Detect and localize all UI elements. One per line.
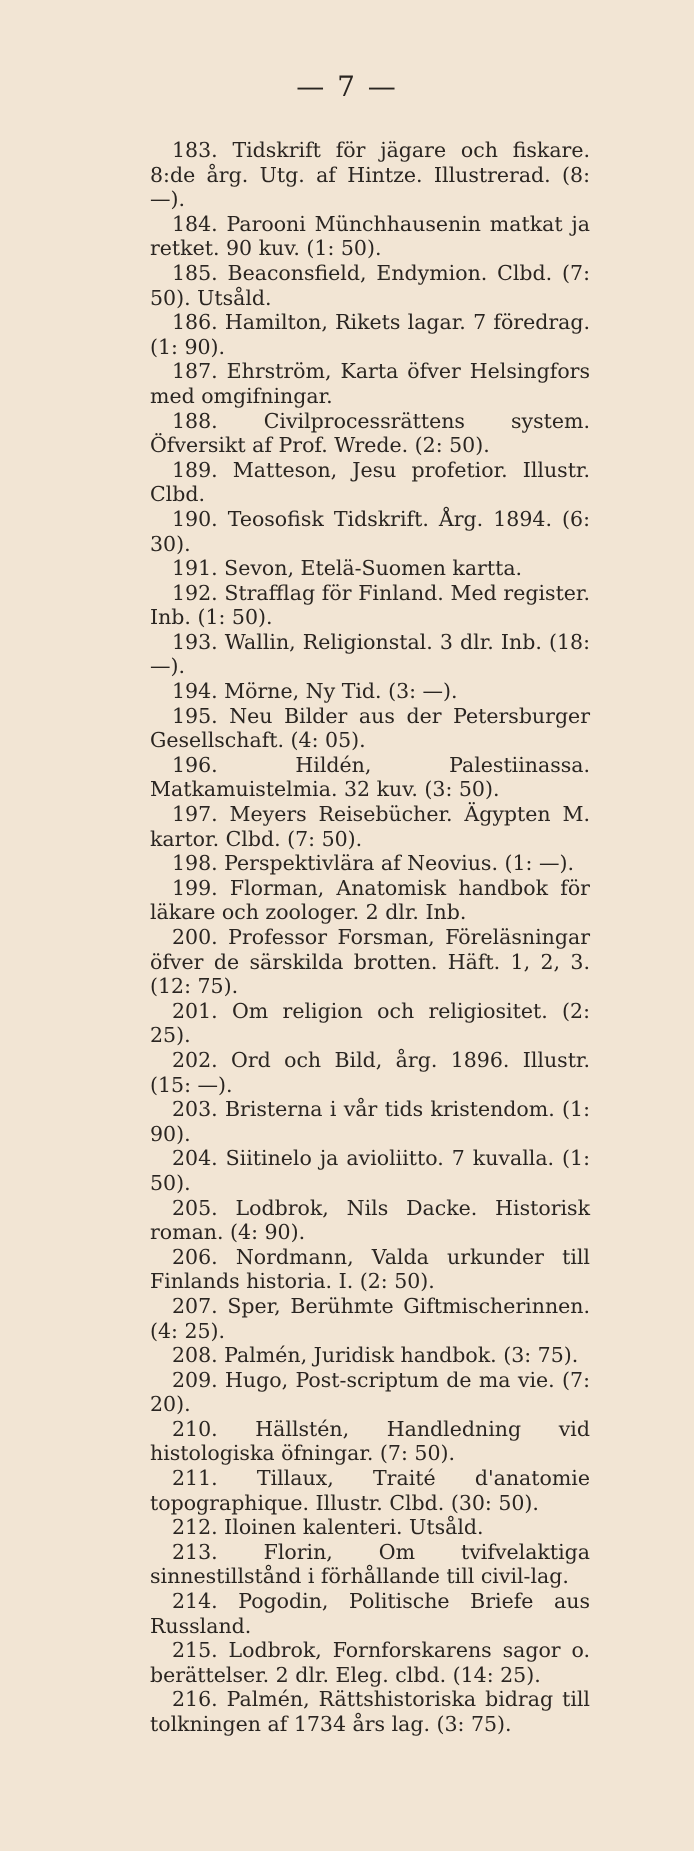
catalog-entry: 191. Sevon, Etelä-Suomen kartta. xyxy=(172,556,523,581)
catalog-entry: 206. Nordmann, Valda urkunder till Finlands historia. I. (2: 50). xyxy=(150,1244,590,1294)
catalog-entry: 185. Beaconsfield, Endymion. Clbd. (7: 50). Utsåld. xyxy=(150,260,590,310)
catalog-entry: 199. Florman, Anatomisk handbok för läkare och zoologer. 2 dlr. Inb. xyxy=(150,875,590,925)
catalog-entry: 205. Lodbrok, Nils Dacke. Historisk roman. (4: 90). xyxy=(150,1195,590,1245)
catalog-entry: 192. Strafflag för Finland. Med register. Inb. (1: 50). xyxy=(150,580,590,630)
catalog-entry: 190. Teosofisk Tidskrift. Årg. 1894. (6: 30). xyxy=(150,506,590,556)
catalog-entry: 210. Hällstén, Handledning vid histologiska öfningar. (7: 50). xyxy=(150,1416,590,1466)
catalog-entry: 203. Bristerna i vår tids kristendom. (1: 90). xyxy=(150,1097,590,1146)
catalog-entry: 195. Neu Bilder aus der Petersburger Gesellschaft. (4: 05). xyxy=(150,703,590,753)
catalog-entry: 215. Lodbrok, Fornforskarens sagor o. berättelser. 2 dlr. Eleg. clbd. (14: 25). xyxy=(150,1638,590,1687)
catalog-entry: 187. Ehrström, Karta öfver Helsingfors med omgifningar. xyxy=(150,359,590,408)
page-number: — 7 — xyxy=(296,70,398,103)
catalog-entry: 208. Palmén, Juridisk handbok. (3: 75). xyxy=(172,1343,579,1368)
catalog-entry: 202. Ord och Bild, årg. 1896. Illustr. (15: —). xyxy=(150,1047,590,1097)
catalog-entry: 209. Hugo, Post-scriptum de ma vie. (7: 20). xyxy=(150,1367,590,1417)
catalog-entry: 207. Sper, Berühmte Giftmischerinnen. (4: 25). xyxy=(150,1293,590,1343)
catalog-entry: 216. Palmén, Rättshistoriska bidrag till tolkningen af 1734 års lag. (3: 75). xyxy=(150,1687,590,1736)
catalog-entry: 184. Parooni Münchhausenin matkat ja retket. 90 kuv. (1: 50). xyxy=(150,211,590,261)
catalog-entry: 200. Professor Forsman, Föreläsningar öfver de särskilda brotten. Häft. 1, 2, 3. (12: 75). xyxy=(150,925,590,999)
catalog-entry: 193. Wallin, Religionstal. 3 dlr. Inb. (18: —). xyxy=(150,629,590,679)
catalog-entry: 212. Iloinen kalenteri. Utsåld. xyxy=(172,1515,484,1540)
catalog-entry: 194. Mörne, Ny Tid. (3: —). xyxy=(172,679,458,704)
catalog-entry-list xyxy=(150,138,590,1737)
catalog-entry: 198. Perspektivlära af Neovius. (1: —). xyxy=(172,851,574,876)
catalog-entry: 213. Florin, Om tvifvelaktiga sinnestillstånd i förhållande till civil-lag. xyxy=(150,1539,590,1589)
catalog-entry: 196. Hildén, Palestiinassa. Matkamuistelmia. 32 kuv. (3: 50). xyxy=(150,752,590,802)
catalog-entry: 201. Om religion och religiositet. (2: 25). xyxy=(150,998,590,1048)
catalog-entry: 214. Pogodin, Politische Briefe aus Russland. xyxy=(150,1589,590,1638)
catalog-entry: 197. Meyers Reisebücher. Ägypten M. kartor. Clbd. (7: 50). xyxy=(150,802,590,851)
catalog-entry: 186. Hamilton, Rikets lagar. 7 föredrag. (1: 90). xyxy=(150,310,590,359)
catalog-entry: 189. Matteson, Jesu profetior. Illustr. Clbd. xyxy=(150,457,590,507)
catalog-entry: 204. Siitinelo ja avioliitto. 7 kuvalla. (1: 50). xyxy=(150,1146,590,1195)
catalog-entry: 183. Tidskrift för jägare och fiskare. 8:de årg. Utg. af Hintze. Illustrerad. (8:—). xyxy=(150,138,590,212)
catalog-entry: 188. Civilprocessrättens system. Öfversikt af Prof. Wrede. (2: 50). xyxy=(150,408,590,458)
catalog-entry: 211. Tillaux, Traité d'anatomie topographique. Illustr. Clbd. (30: 50). xyxy=(150,1466,590,1515)
